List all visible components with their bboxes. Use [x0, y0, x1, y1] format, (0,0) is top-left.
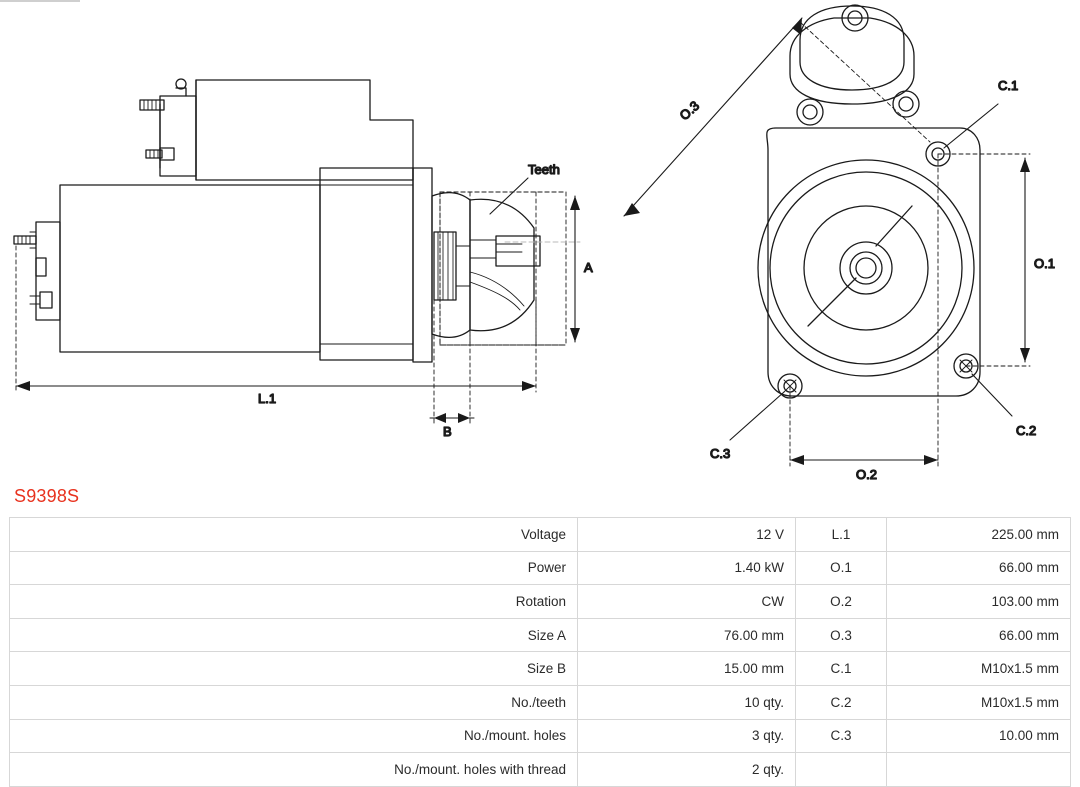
spec-label: Rotation [10, 585, 578, 619]
table-row [10, 518, 1071, 552]
spec-label: No./mount. holes [10, 719, 578, 753]
part-number: S9398S [14, 486, 80, 506]
spec-value: 2 qty. [578, 753, 796, 787]
spec-value-2: 10.00 mm [887, 719, 1071, 753]
teeth-leader [490, 178, 528, 214]
label-B: B [443, 424, 452, 439]
spec-label: Size A [10, 618, 578, 652]
table-row [10, 652, 1071, 686]
dimension-O1 [1020, 158, 1030, 362]
label-A: A [584, 260, 593, 275]
spec-value: 1.40 kW [578, 551, 796, 585]
spec-label-2: C.1 [796, 652, 887, 686]
dimension-O3 [624, 18, 802, 216]
leader-C1 [944, 104, 998, 148]
label-C3: C.3 [710, 446, 731, 461]
spec-label: No./mount. holes with thread [10, 753, 578, 787]
spec-label-2: O.1 [796, 551, 887, 585]
label-O3: O.3 [676, 97, 703, 124]
table-row [10, 719, 1071, 753]
spec-label-2: C.2 [796, 685, 887, 719]
spec-label-2: O.2 [796, 585, 887, 619]
spec-value: 15.00 mm [578, 652, 796, 686]
label-O1: O.1 [1034, 256, 1055, 271]
label-L1: L.1 [258, 391, 277, 406]
spec-value: 10 qty. [578, 685, 796, 719]
spec-value-2: M10x1.5 mm [887, 652, 1071, 686]
spec-value-2: 66.00 mm [887, 618, 1071, 652]
table-row [10, 551, 1071, 585]
spec-label: Power [10, 551, 578, 585]
spec-label: Size B [10, 652, 578, 686]
table-row [10, 585, 1071, 619]
spec-value: 12 V [578, 518, 796, 552]
leader-C3 [730, 392, 784, 440]
dimension-O2 [790, 455, 938, 465]
spec-value-2: M10x1.5 mm [887, 685, 1071, 719]
spec-value-2: 103.00 mm [887, 585, 1071, 619]
spec-value: 3 qty. [578, 719, 796, 753]
spec-label-2: O.3 [796, 618, 887, 652]
spec-value-2: 66.00 mm [887, 551, 1071, 585]
label-O2: O.2 [856, 467, 877, 482]
table-row [10, 618, 1071, 652]
dimension-B [430, 413, 474, 423]
spec-label-2: C.3 [796, 719, 887, 753]
side-view-group [14, 79, 540, 362]
spec-value: 76.00 mm [578, 618, 796, 652]
dimension-L1 [16, 381, 536, 391]
dimension-A [570, 196, 580, 342]
spec-value-2 [887, 753, 1071, 787]
label-C1: C.1 [998, 78, 1019, 93]
spec-label-2 [796, 753, 887, 787]
front-view-group [758, 5, 980, 398]
spec-value: CW [578, 585, 796, 619]
spec-value-2: 225.00 mm [887, 518, 1071, 552]
leader-C2 [972, 374, 1012, 416]
spec-label: No./teeth [10, 685, 578, 719]
spec-label: Voltage [10, 518, 578, 552]
table-row [10, 685, 1071, 719]
label-C2: C.2 [1016, 423, 1037, 438]
side-dimension-guides [16, 192, 566, 424]
specification-table [9, 517, 1071, 787]
spec-label-2: L.1 [796, 518, 887, 552]
front-dimension-guides [790, 22, 1030, 466]
label-teeth: Teeth [528, 162, 560, 177]
table-row [10, 753, 1071, 787]
